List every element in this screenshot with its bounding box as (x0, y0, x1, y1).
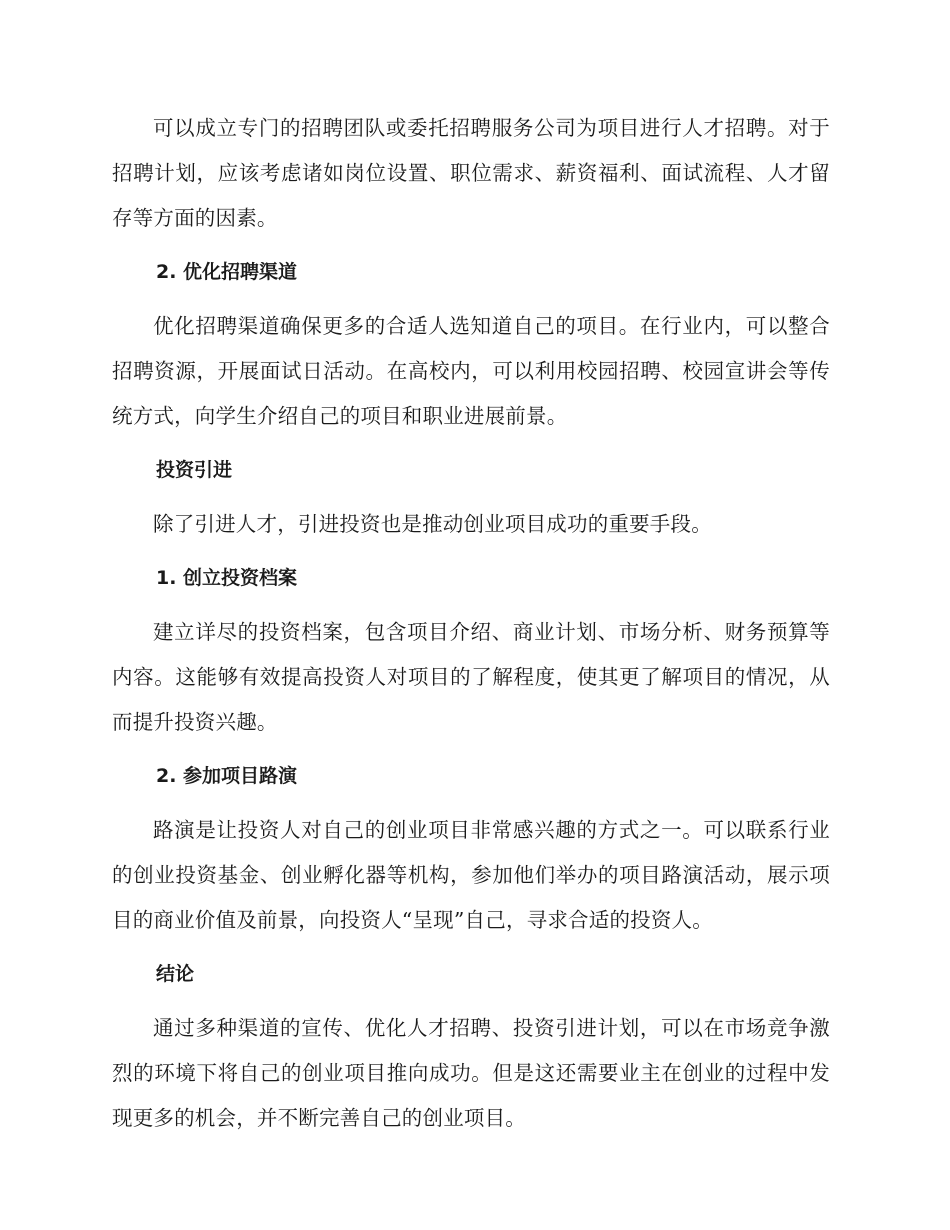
paragraph-optimize-channels: 优化招聘渠道确保更多的合适人选知道自己的项目。在行业内，可以整合招聘资源，开展面试日活动。在高校内，可以利用校园招聘、校园宣讲会等传统方式，向学生介绍自己的项目和职业进展前景。 (112, 314, 830, 428)
heading-investment: 投资引进 (156, 459, 233, 481)
heading-investment-profile: 1. 创立投资档案 (156, 567, 298, 589)
paragraph-investment-intro: 除了引进人才，引进投资也是推动创业项目成功的重要手段。 (153, 512, 712, 536)
paragraph-conclusion: 通过多种渠道的宣传、优化人才招聘、投资引进计划，可以在市场竞争激烈的环境下将自己的创业项目推向成功。但是这还需要业主在创业的过程中发现更多的机会，并不断完善自己的创业项目。 (112, 1016, 830, 1130)
paragraph-investment-profile: 建立详尽的投资档案，包含项目介绍、商业计划、市场分析、财务预算等内容。这能够有效提高投资人对项目的了解程度，使其更了解项目的情况，从而提升投资兴趣。 (112, 620, 830, 734)
paragraph-recruitment-plan: 可以成立专门的招聘团队或委托招聘服务公司为项目进行人才招聘。对于招聘计划，应该考虑诸如岗位设置、职位需求、薪资福利、面试流程、人才留存等方面的因素。 (112, 116, 830, 230)
heading-roadshow: 2. 参加项目路演 (156, 765, 298, 787)
heading-optimize-channels: 2. 优化招聘渠道 (156, 261, 298, 283)
document-body (112, 106, 830, 1141)
heading-conclusion: 结论 (156, 963, 195, 985)
paragraph-roadshow: 路演是让投资人对自己的创业项目非常感兴趣的方式之一。可以联系行业的创业投资基金、创业孵化器等机构，参加他们举办的项目路演活动，展示项目的商业价值及前景，向投资人“呈现”自己，寻求合适的投资人。 (112, 818, 830, 932)
